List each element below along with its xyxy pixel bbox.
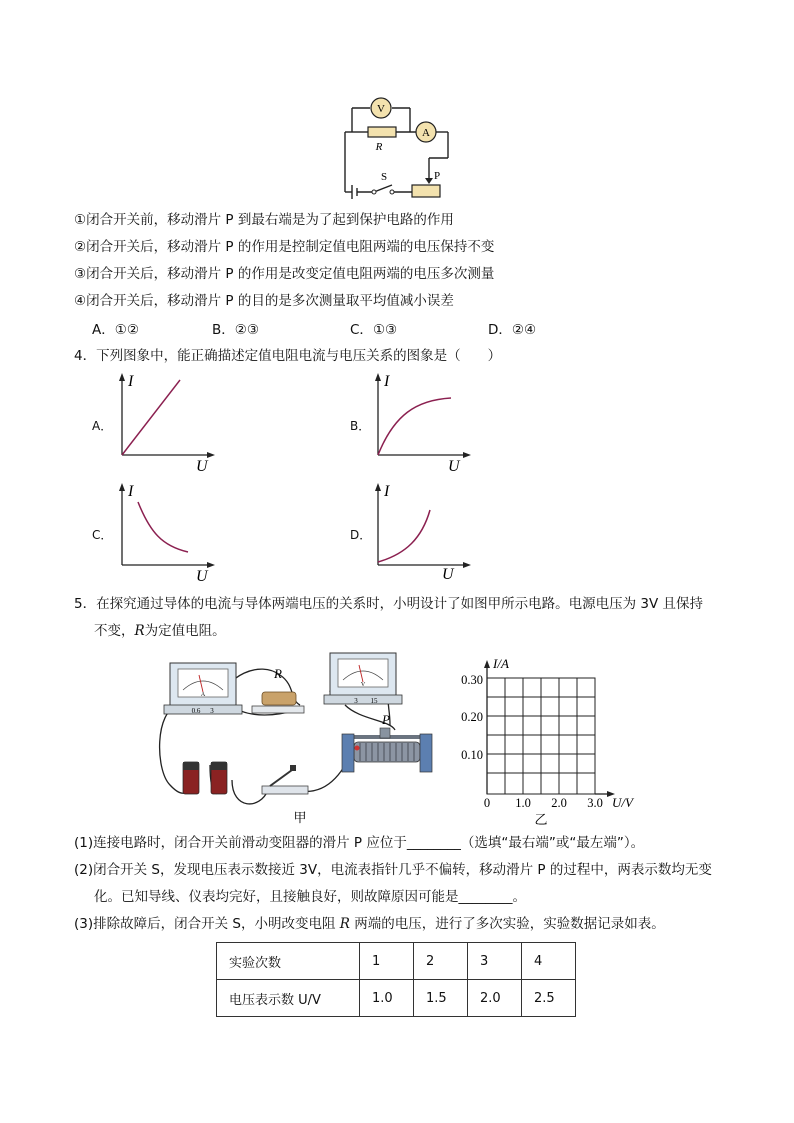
table-cell: 电压表示数 U/V: [217, 980, 360, 1017]
table-cell: 1.0: [360, 980, 414, 1017]
graph-b-letter: B．: [350, 419, 371, 433]
q5-sub2-line2: 化。已知导线、仪表均完好，且接触良好，则故障原因可能是________。: [94, 889, 526, 905]
svg-text:P: P: [382, 712, 390, 727]
q5-sub3: (3)排除故障后，闭合开关 S，小明改变电阻 R 两端的电压，进行了多次实验，实验数据记录如表。: [74, 916, 665, 932]
graph-b: [366, 370, 476, 475]
graph-d: [366, 480, 476, 585]
option-a: A．①②: [92, 322, 139, 338]
graph-a: [110, 370, 220, 475]
statement-2: ②闭合开关后，移动滑片 P 的作用是控制定值电阻两端的电压保持不变: [74, 239, 495, 255]
graph-c: [110, 480, 220, 585]
svg-text:U: U: [196, 458, 208, 475]
statement-3: ③闭合开关后，移动滑片 P 的作用是改变定值电阻两端的电压多次测量: [74, 266, 495, 282]
q5-stem-line1: 5．在探究通过导体的电流与导体两端电压的关系时，小明设计了如图甲所示电路。电源电压为 3V 且保持: [74, 596, 703, 612]
q5-stem-line2: 不变，R为定值电阻。: [94, 623, 226, 639]
battery-icon: [183, 762, 227, 794]
graph-d-letter: D．: [350, 528, 372, 542]
slider-label: P: [434, 170, 441, 182]
option-b: B．②③: [212, 322, 259, 338]
svg-text:V: V: [360, 682, 366, 688]
table-cell: 2.0: [468, 980, 522, 1017]
svg-text:3: 3: [210, 707, 214, 715]
figure-jia-caption: 甲: [293, 810, 307, 825]
svg-text:15: 15: [370, 697, 378, 705]
table-row: [217, 943, 576, 980]
svg-text:2.0: 2.0: [551, 796, 567, 810]
svg-text:0.20: 0.20: [461, 710, 483, 724]
svg-text:I: I: [128, 373, 134, 390]
table-cell: 实验次数: [217, 943, 360, 980]
svg-text:I: I: [128, 483, 134, 500]
q5-sub1: (1)连接电路时，闭合开关前滑动变阻器的滑片 P 应位于________（选填“最右端”或“最左端”）。: [74, 835, 645, 851]
table-cell: 2.5: [522, 980, 576, 1017]
svg-text:I: I: [384, 483, 390, 500]
data-table: [216, 942, 576, 1017]
option-d: D．②④: [488, 322, 537, 338]
ammeter-icon: [164, 663, 242, 715]
svg-text:I/A: I/A: [493, 656, 509, 671]
ammeter-symbol: A: [422, 127, 430, 139]
table-cell: 2: [414, 943, 468, 980]
svg-text:I: I: [384, 373, 390, 390]
figure-yi-grid: [450, 652, 650, 827]
graph-c-letter: C．: [92, 528, 113, 542]
svg-text:3: 3: [354, 697, 358, 705]
statement-1: ①闭合开关前，移动滑片 P 到最右端是为了起到保护电路的作用: [74, 212, 454, 228]
q5-sub2-line1: (2)闭合开关 S，发现电压表示数接近 3V，电流表指针几乎不偏转，移动滑片 P 的过程中，两表示数均无变: [74, 862, 712, 878]
table-cell: 1: [360, 943, 414, 980]
svg-text:U/V: U/V: [612, 795, 633, 810]
figure-yi-caption: 乙: [534, 812, 548, 827]
svg-text:0.30: 0.30: [461, 673, 483, 687]
svg-text:A: A: [200, 692, 206, 698]
resistor-label: R: [375, 141, 383, 153]
svg-text:3.0: 3.0: [587, 796, 603, 810]
graph-a-letter: A．: [92, 419, 113, 433]
option-c: C．①③: [350, 322, 398, 338]
q4-stem: 4．下列图象中，能正确描述定值电阻电流与电压关系的图象是（ ）: [74, 348, 502, 364]
table-cell: 3: [468, 943, 522, 980]
svg-text:R: R: [274, 666, 282, 681]
svg-text:0.10: 0.10: [461, 748, 483, 762]
switch-label: S: [380, 171, 388, 183]
svg-text:U: U: [196, 568, 208, 585]
svg-text:0.6: 0.6: [191, 707, 201, 715]
svg-text:0: 0: [483, 796, 491, 810]
svg-text:1.0: 1.0: [515, 796, 531, 810]
rheostat-icon: [342, 712, 432, 772]
circuit-diagram: [330, 92, 460, 200]
svg-text:U: U: [442, 566, 454, 583]
figure-jia-circuit: [150, 650, 440, 830]
voltmeter-icon: [324, 653, 402, 705]
table-cell: 4: [522, 943, 576, 980]
table-row: [217, 980, 576, 1017]
svg-text:U: U: [448, 458, 460, 475]
table-cell: 1.5: [414, 980, 468, 1017]
statement-4: ④闭合开关后，移动滑片 P 的目的是多次测量取平均值减小误差: [74, 293, 454, 309]
switch-icon: [262, 765, 308, 794]
voltmeter-symbol: V: [377, 103, 385, 115]
